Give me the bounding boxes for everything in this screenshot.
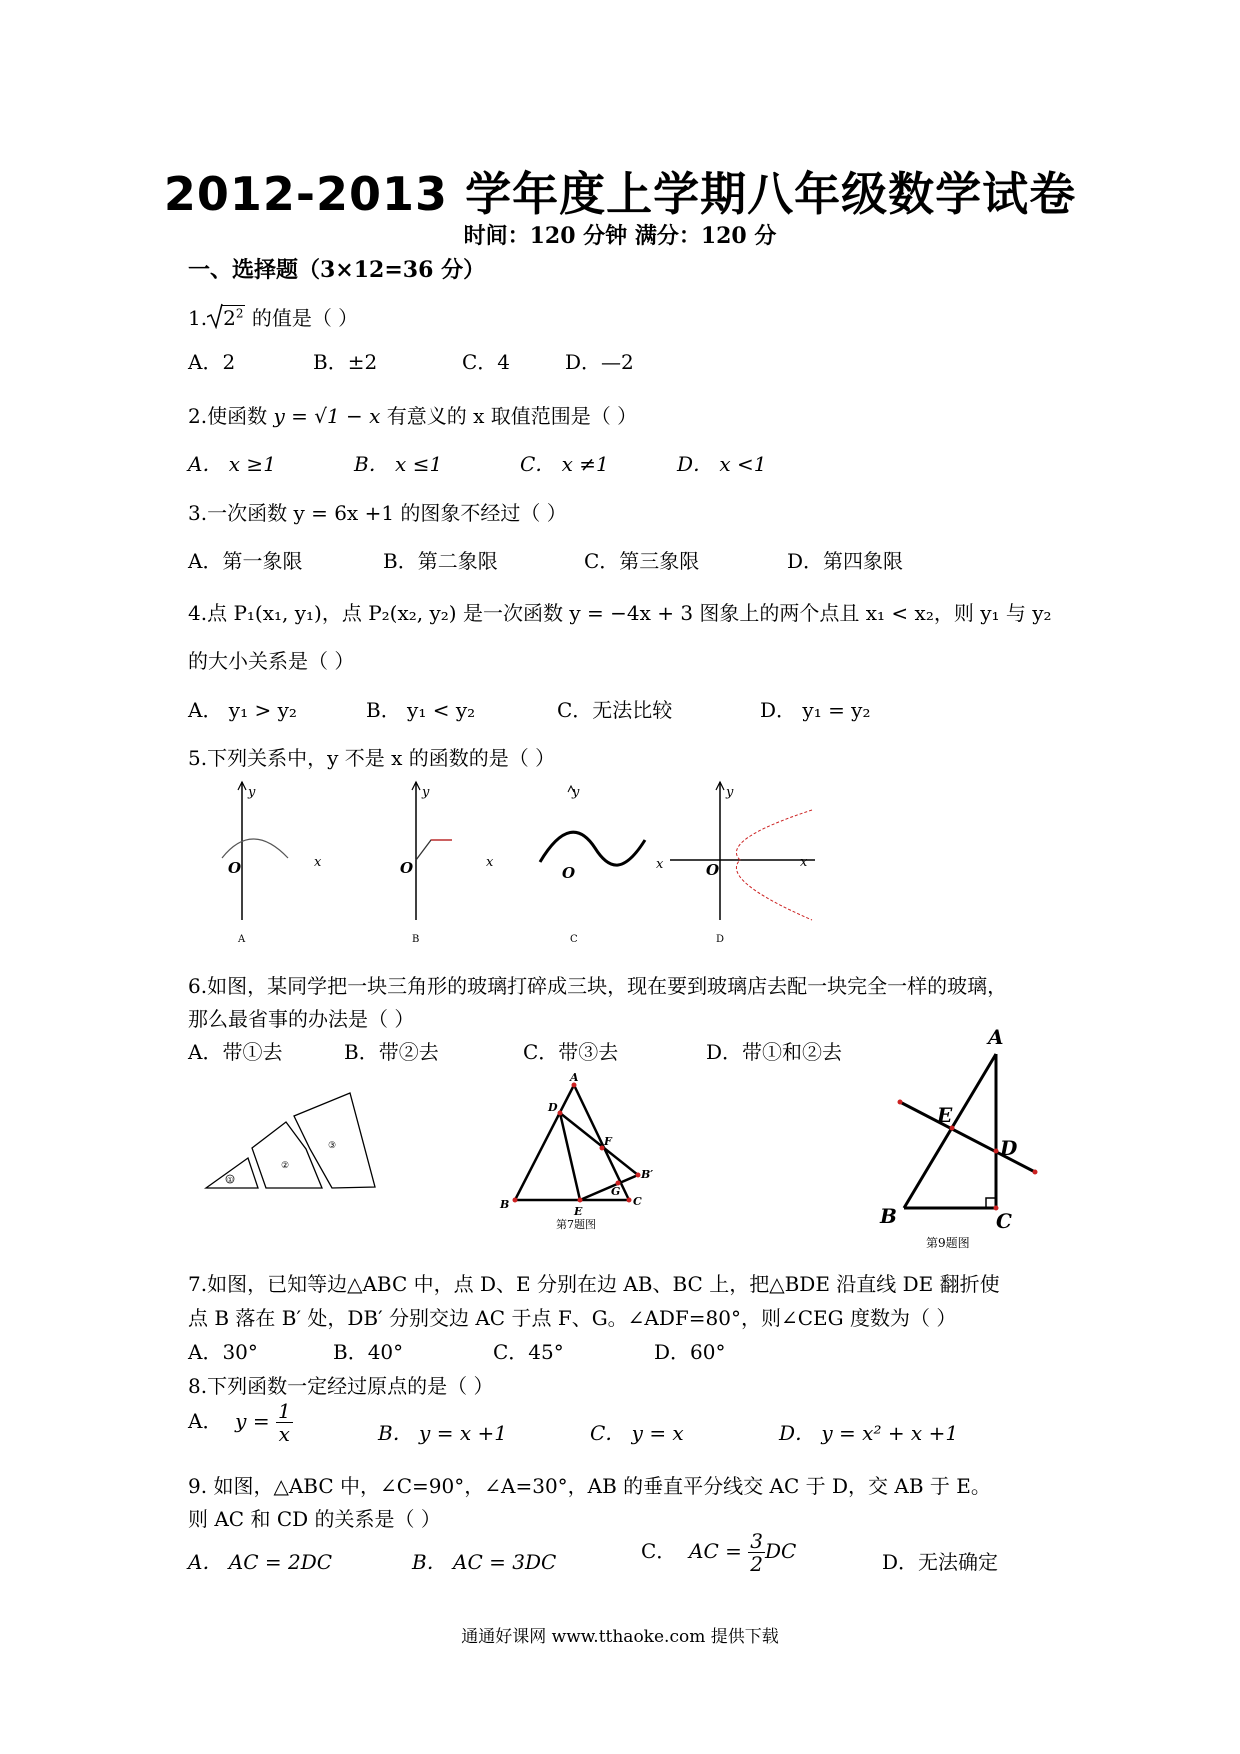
svg-text:②: ②: [281, 1161, 290, 1171]
svg-text:F: F: [604, 1135, 612, 1148]
q1-option-a[interactable]: A．2: [188, 350, 236, 374]
question-8: 8.下列函数一定经过原点的是（ ）: [188, 1374, 494, 1398]
q5-graphs: [200, 780, 860, 950]
question-9-line2: 则 AC 和 CD 的关系是（ ）: [188, 1507, 441, 1531]
q7-option-a[interactable]: A．30°: [188, 1340, 258, 1364]
svg-text:C: C: [996, 1209, 1012, 1233]
q6-option-c[interactable]: C．带③去: [523, 1040, 619, 1064]
question-6: 6.如图，某同学把一块三角形的玻璃打碎成三块，现在要到玻璃店去配一块完全一样的玻璃，: [188, 974, 1008, 998]
question-6-line2: 那么最省事的办法是（ ）: [188, 1007, 415, 1031]
question-7-line2: 点 B 落在 B′ 处，DB′ 分别交边 AC 于点 F、G。∠ADF=80°，则∠CEG 度数为（ ）: [188, 1306, 957, 1330]
q8-option-c[interactable]: C． y = x: [590, 1421, 684, 1445]
svg-text:A: A: [570, 1071, 579, 1084]
question-4: 4.点 P₁(x₁, y₁)，点 P₂(x₂, y₂) 是一次函数 y = −4x + 3 图象上的两个点且 x₁ < x₂，则 y₁ 与 y₂: [188, 601, 1052, 625]
svg-text:E: E: [937, 1103, 953, 1127]
svg-text:x: x: [800, 855, 808, 870]
q3-option-d[interactable]: D．第四象限: [787, 549, 904, 573]
question-1: [188, 302, 358, 331]
q8-option-b[interactable]: B． y = x +1: [378, 1421, 507, 1445]
svg-text:③: ③: [328, 1141, 337, 1151]
q8-option-a[interactable]: A． y = $\frac{1}{x}$: [188, 1399, 291, 1446]
svg-text:x: x: [656, 857, 664, 872]
graph-letter: A: [238, 934, 246, 945]
q2-option-a[interactable]: A． x ≥1: [188, 452, 276, 476]
svg-text:C: C: [570, 934, 578, 945]
origin-label: O: [228, 859, 242, 877]
svg-text:O: O: [400, 859, 414, 877]
figure-caption: 第7题图: [556, 1218, 596, 1231]
q7-option-c[interactable]: C．45°: [493, 1340, 564, 1364]
svg-text:D: D: [1000, 1136, 1018, 1160]
q6-option-a[interactable]: A．带①去: [188, 1040, 283, 1064]
q2-option-d[interactable]: D． x <1: [677, 452, 767, 476]
svg-text:A: A: [988, 1025, 1004, 1049]
fraction: $\frac{1}{x}$: [277, 1399, 291, 1446]
figure-caption: 第9题图: [926, 1236, 970, 1250]
q9-option-a[interactable]: A． AC = 2DC: [188, 1550, 333, 1574]
footer-credit: 通通好课网 www.tthaoke.com 提供下载: [461, 1627, 779, 1647]
curve-arc: [222, 839, 288, 858]
q9-option-b[interactable]: B． AC = 3DC: [412, 1550, 557, 1574]
q9-option-c[interactable]: C． AC = $\frac{3}{2}$ DC: [641, 1529, 797, 1576]
fraction: $\frac{3}{2}$: [750, 1529, 763, 1576]
q9-option-d[interactable]: D．无法确定: [882, 1550, 999, 1574]
q6-option-b[interactable]: B．带②去: [344, 1040, 439, 1064]
question-number: 1.: [188, 306, 208, 330]
q7-option-b[interactable]: B．40°: [333, 1340, 404, 1364]
question-7: 7.如图，已知等边△ABC 中，点 D、E 分别在边 AB、BC 上，把△BDE 沿直线 DE 翻折使: [188, 1272, 1000, 1296]
svg-text:G: G: [611, 1185, 621, 1198]
question-3: 3.一次函数 y = 6x +1 的图象不经过（ ）: [188, 501, 567, 525]
question-5: 5.下列关系中，y 不是 x 的函数的是（ ）: [188, 746, 556, 770]
graph-c[interactable]: [540, 785, 664, 945]
svg-text:B′: B′: [641, 1168, 654, 1181]
svg-text:O: O: [706, 861, 720, 879]
svg-text:O: O: [562, 864, 576, 882]
figure-9: [870, 1020, 1050, 1250]
svg-text:E: E: [574, 1205, 583, 1218]
y-axis-label: y: [248, 785, 256, 800]
question-9: 9. 如图，△ABC 中，∠C=90°，∠A=30°，AB 的垂直平分线交 AC 于 D，交 AB 于 E。: [188, 1474, 991, 1498]
exam-meta: 时间：120 分钟 满分：120 分: [463, 223, 777, 249]
svg-text:B: B: [500, 1198, 510, 1211]
svg-text:C: C: [633, 1195, 642, 1208]
question-4-line2: 的大小关系是（ ）: [188, 649, 355, 673]
q8-option-d[interactable]: D． y = x² + x +1: [779, 1421, 959, 1445]
page-title: 2012-2013 学年度上学期八年级数学试卷: [163, 167, 1077, 221]
question-2: 2.使函数 y = √1 − x 有意义的 x 取值范围是（ ）: [188, 404, 638, 428]
svg-text:①: ①: [227, 1176, 234, 1184]
q1-option-c[interactable]: C．4: [462, 350, 511, 374]
svg-text:D: D: [548, 1101, 558, 1114]
q2-option-c[interactable]: C． x ≠1: [520, 452, 609, 476]
section-heading: 一、选择题（3×12=36 分）: [188, 257, 486, 283]
x-axis-label: x: [314, 855, 322, 870]
q1-option-b[interactable]: B．±2: [313, 350, 378, 374]
q7-option-d[interactable]: D．60°: [654, 1340, 726, 1364]
figure-7: [490, 1065, 670, 1240]
q3-option-a[interactable]: A．第一象限: [188, 549, 303, 573]
q1-option-d[interactable]: D．—2: [565, 350, 634, 374]
q4-option-c[interactable]: C．无法比较: [557, 698, 673, 722]
svg-text:y: y: [726, 785, 734, 800]
sqrt-expression: $2^2$: [207, 306, 245, 330]
piece-2: [252, 1122, 322, 1188]
function-expression: y = √1 − x: [273, 404, 381, 428]
graph-a[interactable]: [222, 782, 322, 945]
graph-d[interactable]: [670, 782, 815, 945]
svg-text:y: y: [422, 785, 430, 800]
q3-option-c[interactable]: C．第三象限: [584, 549, 700, 573]
q6-option-d[interactable]: D．带①和②去: [706, 1040, 843, 1064]
svg-text:y: y: [572, 785, 580, 800]
question-text: 的值是（ ）: [245, 306, 359, 330]
svg-text:B: B: [880, 1204, 897, 1228]
glass-pieces-figure: [200, 1075, 390, 1195]
q3-option-b[interactable]: B．第二象限: [383, 549, 498, 573]
q4-option-a[interactable]: A． y₁ > y₂: [188, 698, 297, 722]
q4-option-b[interactable]: B． y₁ < y₂: [366, 698, 476, 722]
svg-text:x: x: [486, 855, 494, 870]
graph-b[interactable]: [400, 782, 494, 945]
svg-text:D: D: [716, 934, 725, 945]
svg-text:B: B: [412, 934, 420, 945]
q2-option-b[interactable]: B． x ≤1: [354, 452, 443, 476]
q4-option-d[interactable]: D． y₁ = y₂: [760, 698, 871, 722]
